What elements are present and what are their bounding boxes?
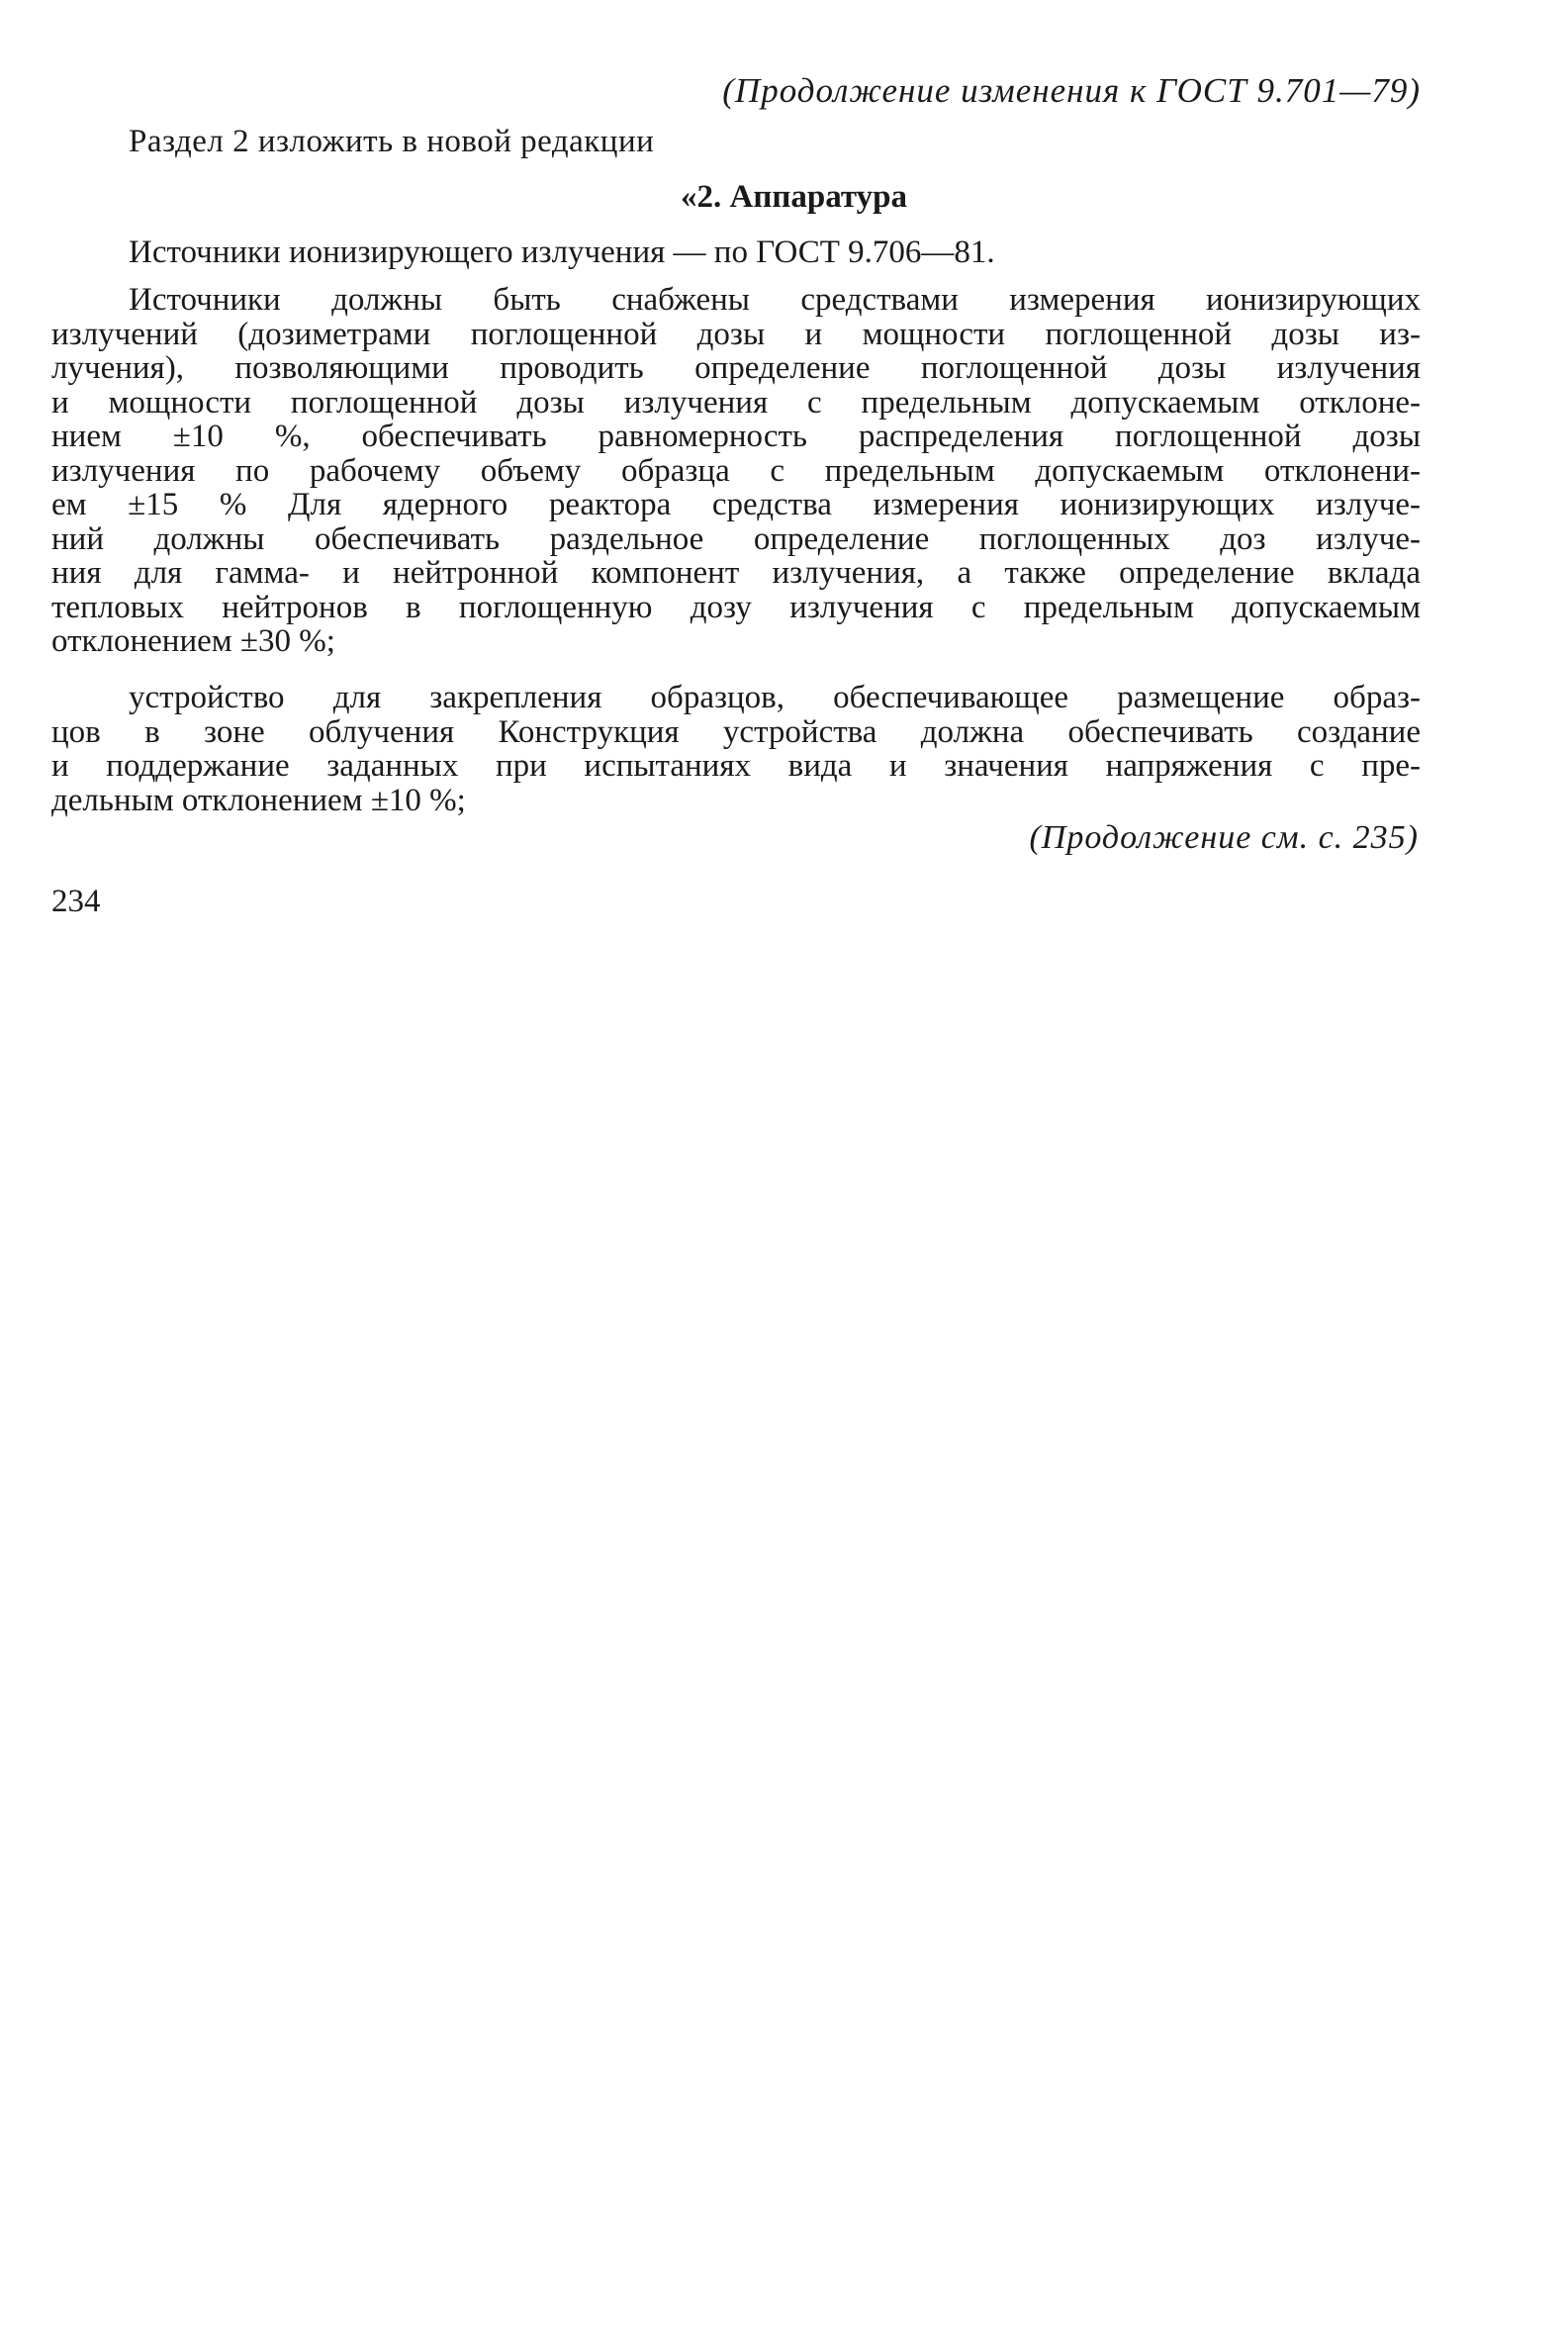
running-head: (Продолжение изменения к ГОСТ 9.701—79) bbox=[722, 71, 1421, 110]
paragraph-sample-holder bbox=[51, 681, 1421, 817]
text-line: тепловых нейтронов в поглощенную дозу излучения с предельным допускаемым bbox=[51, 589, 1421, 625]
text-line: ния для гамма- и нейтронной компонент излучения, а также определение вклада bbox=[51, 555, 1421, 591]
text-line: нием ±10 %, обеспечивать равномерность распределения поглощенной дозы bbox=[51, 419, 1421, 454]
text-line: и поддержание заданных при испытаниях вида и значения напряжения с пре- bbox=[51, 748, 1421, 784]
text-line: дельным отклонением ±10 %; bbox=[51, 782, 466, 818]
section-heading: «2. Аппаратура bbox=[681, 179, 907, 215]
text-line: ний должны обеспечивать раздельное определение поглощенных доз излуче- bbox=[51, 520, 1421, 557]
text-line: отклонением ±30 %; bbox=[51, 623, 335, 659]
text-line: цов в зоне облучения Конструкция устройства должна обеспечивать создание bbox=[51, 713, 1421, 750]
paragraph-dosimetry bbox=[51, 283, 1421, 659]
text-line: Источники должны быть снабжены средствами измерения ионизирующих bbox=[129, 282, 1421, 318]
text-line: устройство для закрепления образцов, обеспечивающее размещение образ- bbox=[129, 680, 1421, 715]
text-line: излучения по рабочему объему образца с предельным допускаемым отклонени- bbox=[51, 452, 1421, 489]
paragraph-radiation-sources: Источники ионизирующего излучения — по ГОСТ 9.706—81. bbox=[129, 235, 995, 270]
text-line: и мощности поглощенной дозы излучения с предельным допускаемым отклоне- bbox=[51, 384, 1421, 421]
text-line: лучения), позволяющими проводить определение поглощенной дозы излучения bbox=[51, 350, 1421, 386]
text-line: излучений (дозиметрами поглощенной дозы и мощности поглощенной дозы из- bbox=[51, 316, 1421, 352]
text-line: ем ±15 % Для ядерного реактора средства измерения ионизирующих излуче- bbox=[51, 487, 1421, 522]
continued-note: (Продолжение см. с. 235) bbox=[1029, 819, 1419, 856]
page-number: 234 bbox=[51, 884, 101, 919]
intro-text: Раздел 2 изложить в новой редакции bbox=[129, 124, 655, 159]
